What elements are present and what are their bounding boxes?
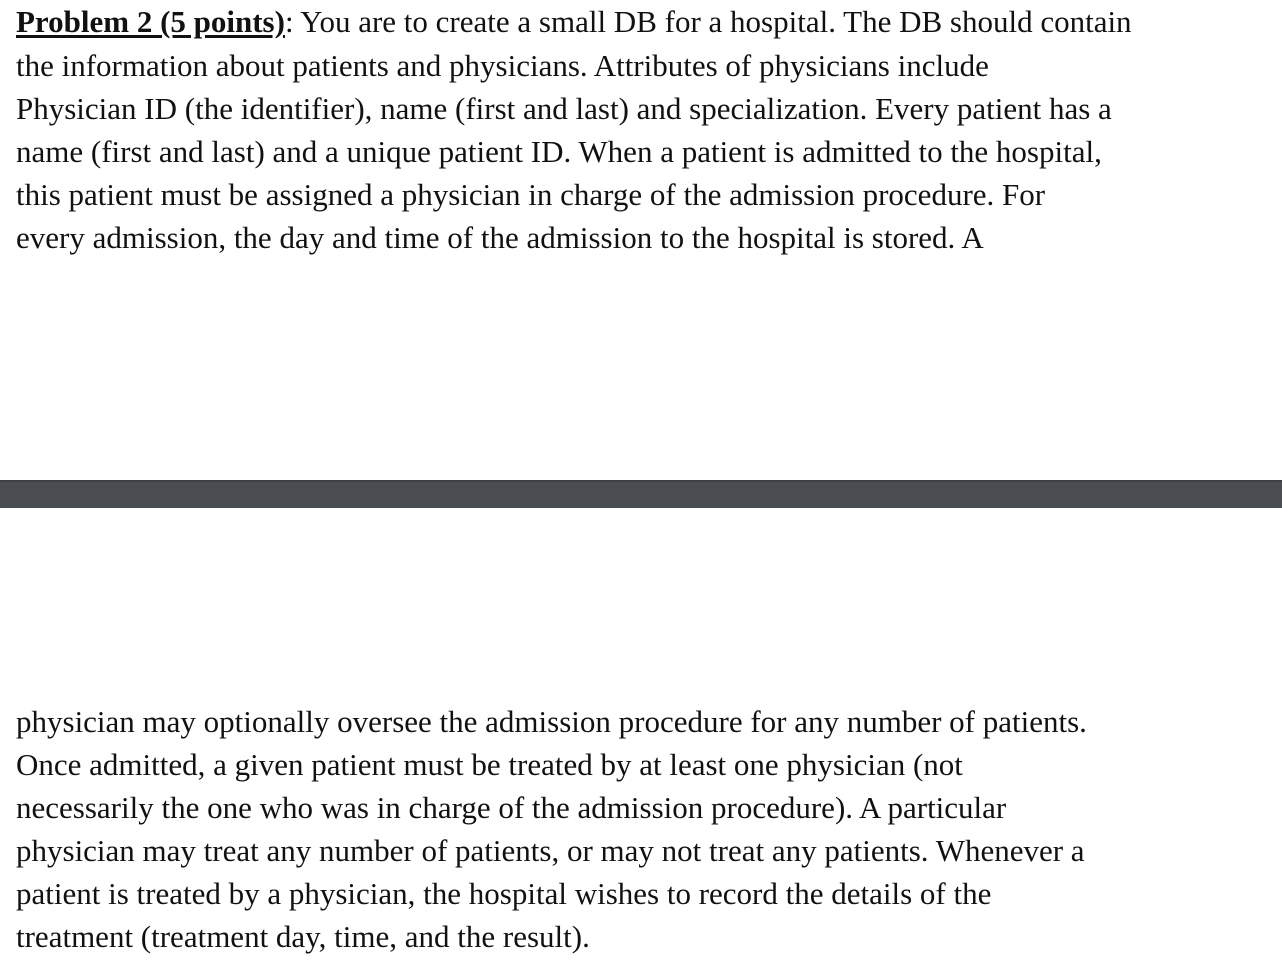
text-line-12: treatment (treatment day, time, and the result). <box>16 919 590 954</box>
text-line-6: every admission, the day and time of the admission to the hospital is stored. A <box>16 220 984 255</box>
text-line-11: patient is treated by a physician, the hospital wishes to record the details of the <box>16 876 992 911</box>
text-line-9: necessarily the one who was in charge of the admission procedure). A particular <box>16 790 1007 825</box>
text-line-7: physician may optionally oversee the admission procedure for any number of patients. <box>16 704 1087 739</box>
page-top-section <box>0 0 1282 480</box>
page-bottom-section <box>0 508 1282 976</box>
text-line-4: name (first and last) and a unique patient ID. When a patient is admitted to the hospital, <box>16 134 1102 169</box>
text-line-1 <box>16 3 1132 41</box>
page-break-separator <box>0 480 1282 508</box>
text-line-5: this patient must be assigned a physician in charge of the admission procedure. For <box>16 177 1046 212</box>
text-line-1-rest: You are to create a small DB for a hospital. The DB should contain <box>293 4 1132 39</box>
text-line-8: Once admitted, a given patient must be treated by at least one physician (not <box>16 747 963 782</box>
text-line-3: Physician ID (the identifier), name (first and last) and specialization. Every patient has a <box>16 91 1112 126</box>
text-line-2: the information about patients and physicians. Attributes of physicians include <box>16 48 989 83</box>
heading-colon: : <box>284 4 294 39</box>
text-line-10: physician may treat any number of patients, or may not treat any patients. Whenever a <box>16 833 1085 868</box>
problem-heading: Problem 2 (5 points) <box>16 4 285 39</box>
